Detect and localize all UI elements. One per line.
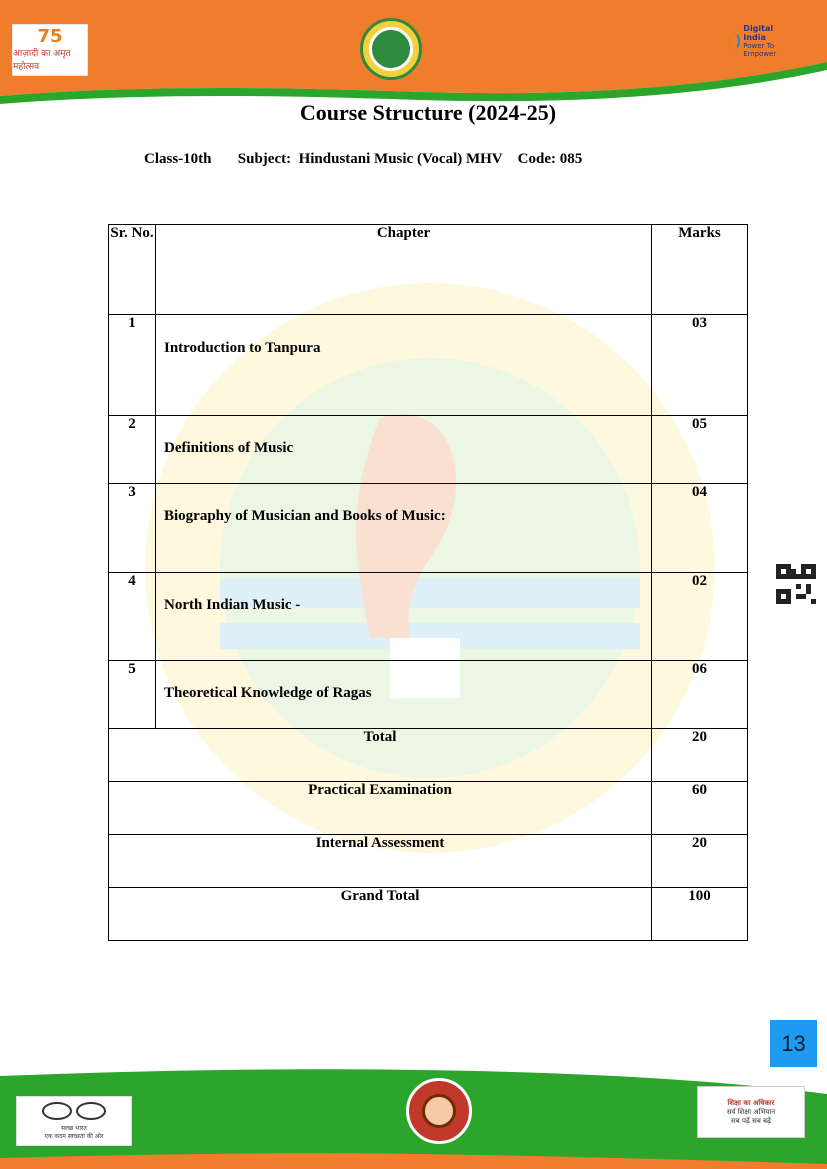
- row-chapter: Biography of Musician and Books of Music:: [164, 508, 446, 524]
- total-row: [109, 729, 748, 782]
- row-sr-no: 2: [109, 416, 156, 484]
- row-sr-no: 3: [109, 484, 156, 573]
- swachh-bharat-name: स्वच्छ भारत: [61, 1125, 87, 1132]
- row-chapter-cell: [156, 416, 652, 484]
- row-chapter-cell: [156, 315, 652, 416]
- header-chapter: Chapter: [156, 225, 652, 315]
- subject-label: Subject: Hindustani Music (Vocal) MHV: [237, 151, 503, 167]
- row-marks: 03: [652, 315, 748, 416]
- rte-caption: सर्व शिक्षा अभियान: [726, 1107, 776, 1116]
- row-chapter: Introduction to Tanpura: [164, 340, 321, 356]
- grand-total-label: Grand Total: [109, 888, 652, 941]
- row-chapter: North Indian Music -: [164, 597, 301, 613]
- digital-india-name: Digital India: [743, 24, 774, 42]
- beti-bachao-logo: [406, 1078, 472, 1144]
- total-label: Total: [109, 729, 652, 782]
- digital-india-logo: [728, 26, 798, 56]
- practical-marks: 60: [652, 782, 748, 835]
- total-marks: 20: [652, 729, 748, 782]
- row-marks: 05: [652, 416, 748, 484]
- class-label: Class-10th: [144, 151, 212, 167]
- row-sr-no: 4: [109, 573, 156, 661]
- row-chapter: Theoretical Knowledge of Ragas: [164, 685, 372, 701]
- row-chapter-cell: [156, 661, 652, 729]
- code-label: Code: 085: [517, 151, 583, 167]
- row-marks: 04: [652, 484, 748, 573]
- grand-total-marks: 100: [652, 888, 748, 941]
- table-header-row: [109, 225, 748, 315]
- header-marks: Marks: [652, 225, 748, 315]
- row-chapter-cell: [156, 573, 652, 661]
- table-row: [109, 315, 748, 416]
- total-row: [109, 888, 748, 941]
- table-row: [109, 661, 748, 729]
- row-marks: 02: [652, 573, 748, 661]
- course-structure-table: [108, 224, 748, 941]
- row-marks: 06: [652, 661, 748, 729]
- practical-label: Practical Examination: [109, 782, 652, 835]
- row-chapter-cell: [156, 484, 652, 573]
- header-sr-no: Sr. No.: [109, 225, 156, 315]
- row-sr-no: 5: [109, 661, 156, 729]
- digital-india-icon: [728, 32, 740, 50]
- sarva-shiksha-abhiyan-logo: [697, 1086, 805, 1138]
- swachh-bharat-logo: [16, 1096, 132, 1146]
- row-chapter: Definitions of Music: [164, 440, 294, 456]
- page-number-badge: 13: [770, 1020, 817, 1067]
- amrit-mahotsav-caption: आज़ादी का अमृत महोत्सव: [13, 49, 71, 72]
- swachh-bharat-caption: एक कदम स्वच्छता की ओर: [44, 1133, 104, 1140]
- digital-india-tagline: Power To Empower: [743, 42, 777, 58]
- table-row: [109, 484, 748, 573]
- course-subtitle: [144, 151, 582, 168]
- qr-code-icon[interactable]: [776, 564, 816, 604]
- board-emblem-logo: [360, 18, 422, 80]
- table-row: [109, 573, 748, 661]
- rte-title: शिक्षा का अधिकार: [727, 1098, 775, 1107]
- rte-tagline: सब पढ़ें सब बढ़ें: [731, 1116, 771, 1125]
- azadi-ka-amrit-mahotsav-logo: [12, 24, 88, 76]
- internal-marks: 20: [652, 835, 748, 888]
- total-row: [109, 835, 748, 888]
- internal-label: Internal Assessment: [109, 835, 652, 888]
- total-row: [109, 782, 748, 835]
- page-title: Course Structure (2024-25): [299, 100, 557, 125]
- row-sr-no: 1: [109, 315, 156, 416]
- amrit-75-number: 75: [37, 26, 63, 47]
- table-row: [109, 416, 748, 484]
